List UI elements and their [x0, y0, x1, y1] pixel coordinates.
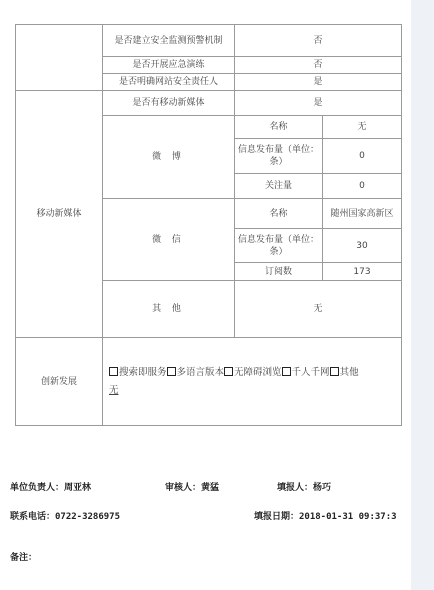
option-personalized: 千人千网 [291, 366, 330, 378]
option-accessibility: 无障碍浏览 [234, 366, 282, 378]
innovation-label: 创新发展 [16, 338, 103, 426]
wechat-name-label: 名称 [235, 199, 323, 229]
wechat-name-value: 随州国家高新区 [323, 199, 402, 229]
weibo-name-value: 无 [323, 116, 402, 139]
option-search-service: 搜索即服务 [119, 366, 167, 378]
mobile-media-label: 移动新媒体 [16, 91, 103, 338]
reviewer: 审核人：黄猛 [165, 483, 220, 493]
wechat-label: 微 信 [103, 199, 235, 281]
checkbox-icon[interactable] [167, 367, 176, 376]
weibo-name-label: 名称 [235, 116, 323, 139]
other-media-value: 无 [235, 281, 402, 338]
filler: 填报人：杨巧 [277, 483, 332, 493]
row-value: 否 [235, 57, 402, 74]
has-mobile-media-value: 是 [235, 91, 402, 116]
checkbox-icon[interactable] [282, 367, 291, 376]
other-media-label: 其 他 [103, 281, 235, 338]
checkbox-icon[interactable] [224, 367, 233, 376]
fill-date: 填报日期：2018-01-31 09:37:3 [254, 512, 397, 522]
wechat-subs-label: 订阅数 [235, 263, 323, 281]
row-value: 是 [235, 74, 402, 91]
unit-head: 单位负责人：周亚林 [10, 483, 92, 493]
notes-label: 备注： [10, 553, 38, 563]
checkbox-icon[interactable] [109, 367, 118, 376]
wechat-posts-value: 30 [323, 229, 402, 263]
row-label: 是否建立安全监测预警机制 [103, 25, 235, 57]
weibo-posts-label: 信息发布量（单位：条） [235, 139, 323, 174]
row-value: 否 [235, 25, 402, 57]
checkbox-icon[interactable] [330, 367, 339, 376]
weibo-label: 微 博 [103, 116, 235, 199]
innovation-options [103, 338, 402, 426]
vertical-scrollbar[interactable] [411, 0, 434, 590]
row-label: 是否明确网站安全责任人 [103, 74, 235, 91]
wechat-subs-value: 173 [323, 263, 402, 281]
weibo-posts-value: 0 [323, 139, 402, 174]
weibo-follow-label: 关注量 [235, 174, 323, 199]
row-label: 是否开展应急演练 [103, 57, 235, 74]
option-other: 其他 [339, 366, 359, 378]
wechat-posts-label: 信息发布量（单位：条） [235, 229, 323, 263]
report-table [15, 24, 402, 426]
phone: 联系电话：0722-3286975 [10, 512, 121, 522]
weibo-follow-value: 0 [323, 174, 402, 199]
has-mobile-media-label: 是否有移动新媒体 [103, 91, 235, 116]
option-multilingual: 多语言版本 [176, 366, 225, 378]
option-other-value: 无 [109, 384, 119, 396]
section-label-safety [16, 25, 103, 91]
